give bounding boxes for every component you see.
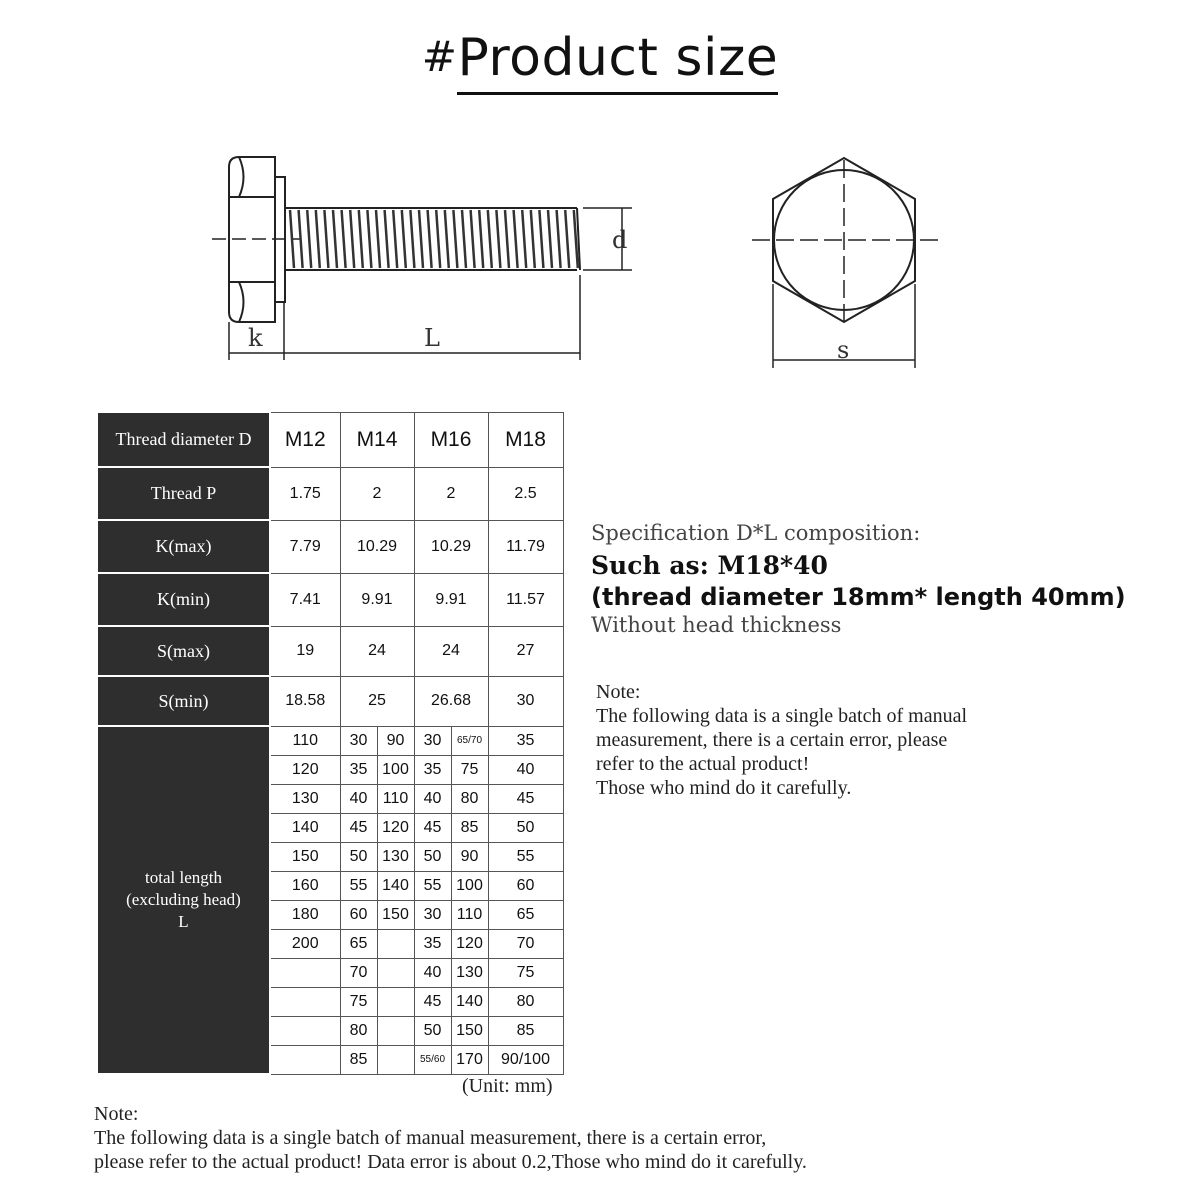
cell: 55 bbox=[488, 842, 563, 871]
length-label bbox=[98, 726, 270, 1074]
thread-line bbox=[531, 210, 535, 268]
cell bbox=[377, 1045, 414, 1074]
spec-example: Such as: M18*40 bbox=[591, 551, 828, 580]
thread-line bbox=[410, 210, 414, 268]
cell: 25 bbox=[340, 676, 414, 726]
cell: 140 bbox=[377, 871, 414, 900]
cell: 27 bbox=[488, 626, 563, 676]
table-row bbox=[98, 676, 563, 726]
thread-line bbox=[359, 210, 363, 268]
thread-line bbox=[307, 210, 311, 268]
header-label: Thread diameter D bbox=[98, 412, 270, 467]
cell: 45 bbox=[340, 813, 377, 842]
cell bbox=[270, 1016, 340, 1045]
thread-line bbox=[548, 210, 552, 268]
cell: 45 bbox=[414, 987, 451, 1016]
row-label: K(min) bbox=[98, 573, 270, 626]
cell: 110 bbox=[270, 726, 340, 755]
side-note bbox=[596, 680, 967, 800]
thread-line bbox=[445, 210, 449, 268]
cell: 35 bbox=[488, 726, 563, 755]
col-m18: M18 bbox=[488, 412, 563, 467]
cell: 9.91 bbox=[340, 573, 414, 626]
cell: 55 bbox=[414, 871, 451, 900]
spec-note: Without head thickness bbox=[591, 613, 842, 637]
cell: 110 bbox=[377, 784, 414, 813]
thread-line bbox=[522, 210, 526, 268]
cell: 30 bbox=[488, 676, 563, 726]
thread-line bbox=[514, 210, 518, 268]
cell: 10.29 bbox=[340, 520, 414, 573]
cell bbox=[377, 958, 414, 987]
cell: 24 bbox=[340, 626, 414, 676]
length-label-line: L bbox=[178, 912, 189, 931]
bolt-diagram bbox=[0, 140, 1200, 380]
cell: 2.5 bbox=[488, 467, 563, 520]
cell: 40 bbox=[340, 784, 377, 813]
cell: 45 bbox=[414, 813, 451, 842]
thread-line bbox=[496, 210, 500, 268]
note-line: measurement, there is a certain error, please bbox=[596, 729, 948, 751]
cell: 140 bbox=[451, 987, 488, 1016]
note-line: The following data is a single batch of manual bbox=[596, 705, 968, 727]
cell: 100 bbox=[451, 871, 488, 900]
thread-line bbox=[333, 210, 337, 268]
cell: 150 bbox=[377, 900, 414, 929]
cell: 150 bbox=[270, 842, 340, 871]
cell: 200 bbox=[270, 929, 340, 958]
header-row bbox=[98, 412, 563, 467]
cell: 140 bbox=[270, 813, 340, 842]
table-row bbox=[98, 520, 563, 573]
length-row bbox=[98, 726, 563, 755]
thread-line bbox=[565, 210, 569, 268]
cell: 110 bbox=[451, 900, 488, 929]
cell: 55 bbox=[340, 871, 377, 900]
cell: 40 bbox=[414, 784, 451, 813]
cell: 65 bbox=[488, 900, 563, 929]
title-text: Product size bbox=[457, 28, 778, 95]
length-label-line: total length bbox=[145, 868, 222, 887]
cell: 100 bbox=[377, 755, 414, 784]
thread-line bbox=[436, 210, 440, 268]
cell: 11.57 bbox=[488, 573, 563, 626]
thread-line bbox=[419, 210, 423, 268]
thread-line bbox=[462, 210, 466, 268]
thread-line bbox=[316, 210, 320, 268]
cell: 2 bbox=[340, 467, 414, 520]
table-row bbox=[98, 626, 563, 676]
thread-line bbox=[393, 210, 397, 268]
thread-line bbox=[479, 210, 483, 268]
cell: 19 bbox=[270, 626, 340, 676]
cell: 130 bbox=[377, 842, 414, 871]
cell bbox=[377, 1016, 414, 1045]
cell: 80 bbox=[451, 784, 488, 813]
row-label: Thread P bbox=[98, 467, 270, 520]
cell bbox=[377, 929, 414, 958]
cell: 90 bbox=[377, 726, 414, 755]
cell: 7.79 bbox=[270, 520, 340, 573]
cell: 2 bbox=[414, 467, 488, 520]
cell: 10.29 bbox=[414, 520, 488, 573]
spec-table bbox=[98, 411, 564, 1075]
cell bbox=[270, 1045, 340, 1074]
thread-line bbox=[557, 210, 561, 268]
col-m16: M16 bbox=[414, 412, 488, 467]
thread-line bbox=[453, 210, 457, 268]
cell: 30 bbox=[340, 726, 377, 755]
thread-line bbox=[324, 210, 328, 268]
spec-explanation: (thread diameter 18mm* length 40mm) bbox=[591, 583, 1126, 611]
cell: 35 bbox=[414, 755, 451, 784]
cell: 35 bbox=[414, 929, 451, 958]
row-label: S(max) bbox=[98, 626, 270, 676]
cell: 50 bbox=[414, 842, 451, 871]
cell: 120 bbox=[451, 929, 488, 958]
cell: 26.68 bbox=[414, 676, 488, 726]
thread-line bbox=[488, 210, 492, 268]
bottom-note bbox=[94, 1102, 807, 1174]
cell: 40 bbox=[488, 755, 563, 784]
cell: 40 bbox=[414, 958, 451, 987]
thread-line bbox=[505, 210, 509, 268]
cell: 90/100 bbox=[488, 1045, 563, 1074]
table-row bbox=[98, 573, 563, 626]
cell: 170 bbox=[451, 1045, 488, 1074]
cell bbox=[270, 958, 340, 987]
cell: 11.79 bbox=[488, 520, 563, 573]
cell: 90 bbox=[451, 842, 488, 871]
length-label-line: (excluding head) bbox=[126, 890, 241, 909]
thread-pattern bbox=[290, 210, 578, 268]
cell bbox=[377, 987, 414, 1016]
cell: 1.75 bbox=[270, 467, 340, 520]
cell: 120 bbox=[377, 813, 414, 842]
label-s: s bbox=[837, 336, 850, 364]
cell: 80 bbox=[340, 1016, 377, 1045]
cell: 120 bbox=[270, 755, 340, 784]
spec-intro: Specification D*L composition: bbox=[591, 521, 921, 545]
label-d: d bbox=[612, 226, 628, 254]
note-line: Those who mind do it carefully. bbox=[596, 777, 852, 799]
cell: 150 bbox=[451, 1016, 488, 1045]
cell: 9.91 bbox=[414, 573, 488, 626]
cell: 30 bbox=[414, 726, 451, 755]
cell: 60 bbox=[488, 871, 563, 900]
thread-line bbox=[539, 210, 543, 268]
cell: 85 bbox=[488, 1016, 563, 1045]
col-m14: M14 bbox=[340, 412, 414, 467]
cell: 130 bbox=[451, 958, 488, 987]
cell: 160 bbox=[270, 871, 340, 900]
label-L: L bbox=[424, 324, 440, 352]
note-title: Note: bbox=[94, 1103, 139, 1125]
title-hash: # bbox=[421, 32, 458, 81]
cell: 24 bbox=[414, 626, 488, 676]
cell: 75 bbox=[340, 987, 377, 1016]
thread-line bbox=[402, 210, 406, 268]
cell: 30 bbox=[414, 900, 451, 929]
label-k: k bbox=[248, 324, 263, 352]
table-row bbox=[98, 467, 563, 520]
cell: 85 bbox=[451, 813, 488, 842]
cell: 130 bbox=[270, 784, 340, 813]
cell: 70 bbox=[488, 929, 563, 958]
thread-line bbox=[342, 210, 346, 268]
note-line: refer to the actual product! bbox=[596, 753, 810, 775]
cell: 55/60 bbox=[414, 1045, 451, 1074]
cell: 18.58 bbox=[270, 676, 340, 726]
row-label: K(max) bbox=[98, 520, 270, 573]
cell: 70 bbox=[340, 958, 377, 987]
cell: 50 bbox=[488, 813, 563, 842]
cell: 35 bbox=[340, 755, 377, 784]
cell: 75 bbox=[488, 958, 563, 987]
cell: 180 bbox=[270, 900, 340, 929]
thread-line bbox=[428, 210, 432, 268]
note-line: please refer to the actual product! Data error is about 0.2,Those who mind do it carefully. bbox=[94, 1151, 807, 1173]
note-title: Note: bbox=[596, 681, 641, 703]
cell: 85 bbox=[340, 1045, 377, 1074]
cell: 65/70 bbox=[451, 726, 488, 755]
thread-line bbox=[385, 210, 389, 268]
cell: 65 bbox=[340, 929, 377, 958]
cell: 50 bbox=[340, 842, 377, 871]
thread-line bbox=[367, 210, 371, 268]
thread-line bbox=[471, 210, 475, 268]
cell: 60 bbox=[340, 900, 377, 929]
row-label: S(min) bbox=[98, 676, 270, 726]
col-m12: M12 bbox=[270, 412, 340, 467]
cell: 50 bbox=[414, 1016, 451, 1045]
cell: 75 bbox=[451, 755, 488, 784]
cell: 45 bbox=[488, 784, 563, 813]
cell: 7.41 bbox=[270, 573, 340, 626]
unit-label: (Unit: mm) bbox=[462, 1075, 553, 1097]
thread-line bbox=[376, 210, 380, 268]
cell: 80 bbox=[488, 987, 563, 1016]
note-line: The following data is a single batch of manual measurement, there is a certain error, bbox=[94, 1127, 767, 1149]
spec-block bbox=[591, 521, 1126, 637]
cell bbox=[270, 987, 340, 1016]
thread-line bbox=[350, 210, 354, 268]
page-title bbox=[0, 28, 1200, 88]
